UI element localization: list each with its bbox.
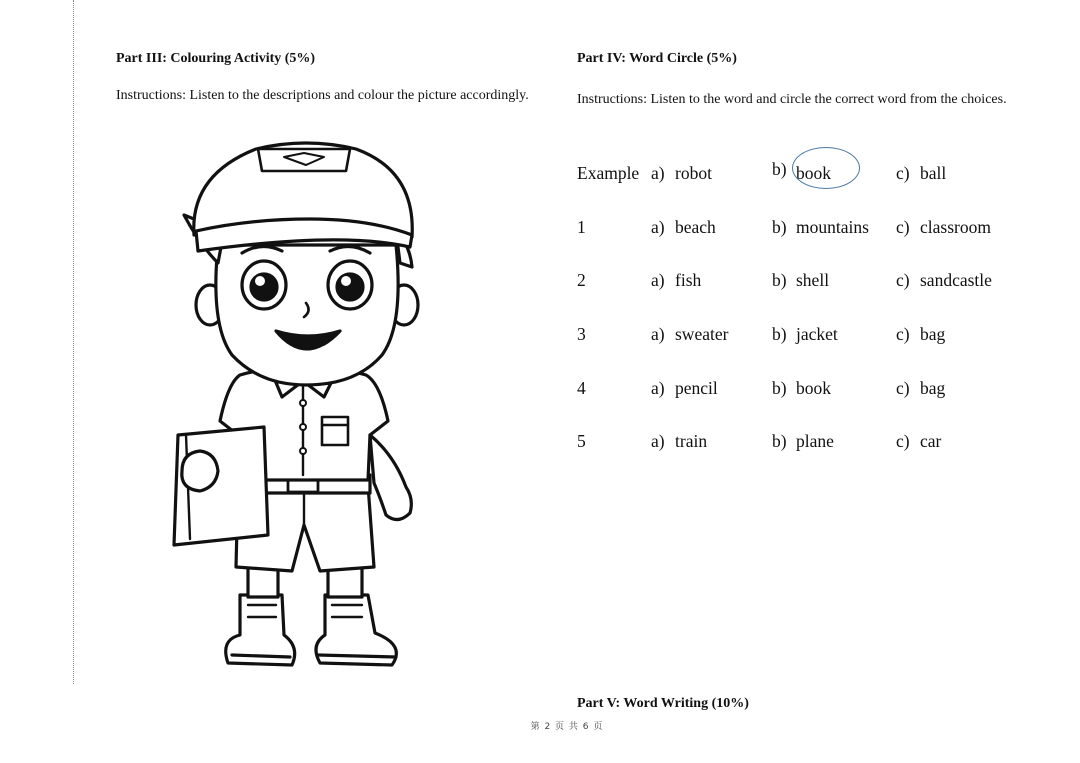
boy-colouring-illustration xyxy=(160,135,440,680)
question-number: 5 xyxy=(577,431,586,451)
answer-circle xyxy=(792,147,860,189)
page-footer: 第 2 页 共 6 页 xyxy=(530,722,604,732)
question-number: 1 xyxy=(577,217,586,237)
option-c[interactable]: c) car xyxy=(896,431,942,451)
option-a[interactable]: a) beach xyxy=(651,217,716,237)
option-c[interactable]: c) bag xyxy=(896,378,946,398)
part5-title: Part V: Word Writing (10%) xyxy=(577,696,749,711)
option-c[interactable]: c) classroom xyxy=(896,217,991,237)
option-c[interactable]: c) bag xyxy=(896,324,946,344)
part3-instructions: Instructions: Listen to the descriptions and colour the picture accordingly. xyxy=(116,88,529,103)
part4-title: Part IV: Word Circle (5%) xyxy=(577,51,737,66)
question-number: 4 xyxy=(577,378,586,398)
option-a[interactable]: a) sweater xyxy=(651,324,729,344)
option-b[interactable]: b) mountains xyxy=(772,217,869,237)
option-b[interactable]: b) plane xyxy=(772,431,834,451)
example-option-b: b) book xyxy=(772,159,831,183)
question-number: 3 xyxy=(577,324,586,344)
option-a[interactable]: a) fish xyxy=(651,270,702,290)
example-option-c: c) ball xyxy=(896,163,947,183)
example-option-a: a) robot xyxy=(651,163,712,183)
option-a[interactable]: a) pencil xyxy=(651,378,718,398)
part3-title: Part III: Colouring Activity (5%) xyxy=(116,51,316,66)
binding-margin-line xyxy=(73,0,74,684)
example-label: Example xyxy=(577,163,640,183)
option-b[interactable]: b) jacket xyxy=(772,324,838,344)
question-number: 2 xyxy=(577,270,586,290)
option-a[interactable]: a) train xyxy=(651,431,708,451)
option-c[interactable]: c) sandcastle xyxy=(896,270,992,290)
option-b[interactable]: b) book xyxy=(772,378,831,398)
option-b[interactable]: b) shell xyxy=(772,270,830,290)
part4-instructions: Instructions: Listen to the word and circle the correct word from the choices. xyxy=(577,92,1007,107)
